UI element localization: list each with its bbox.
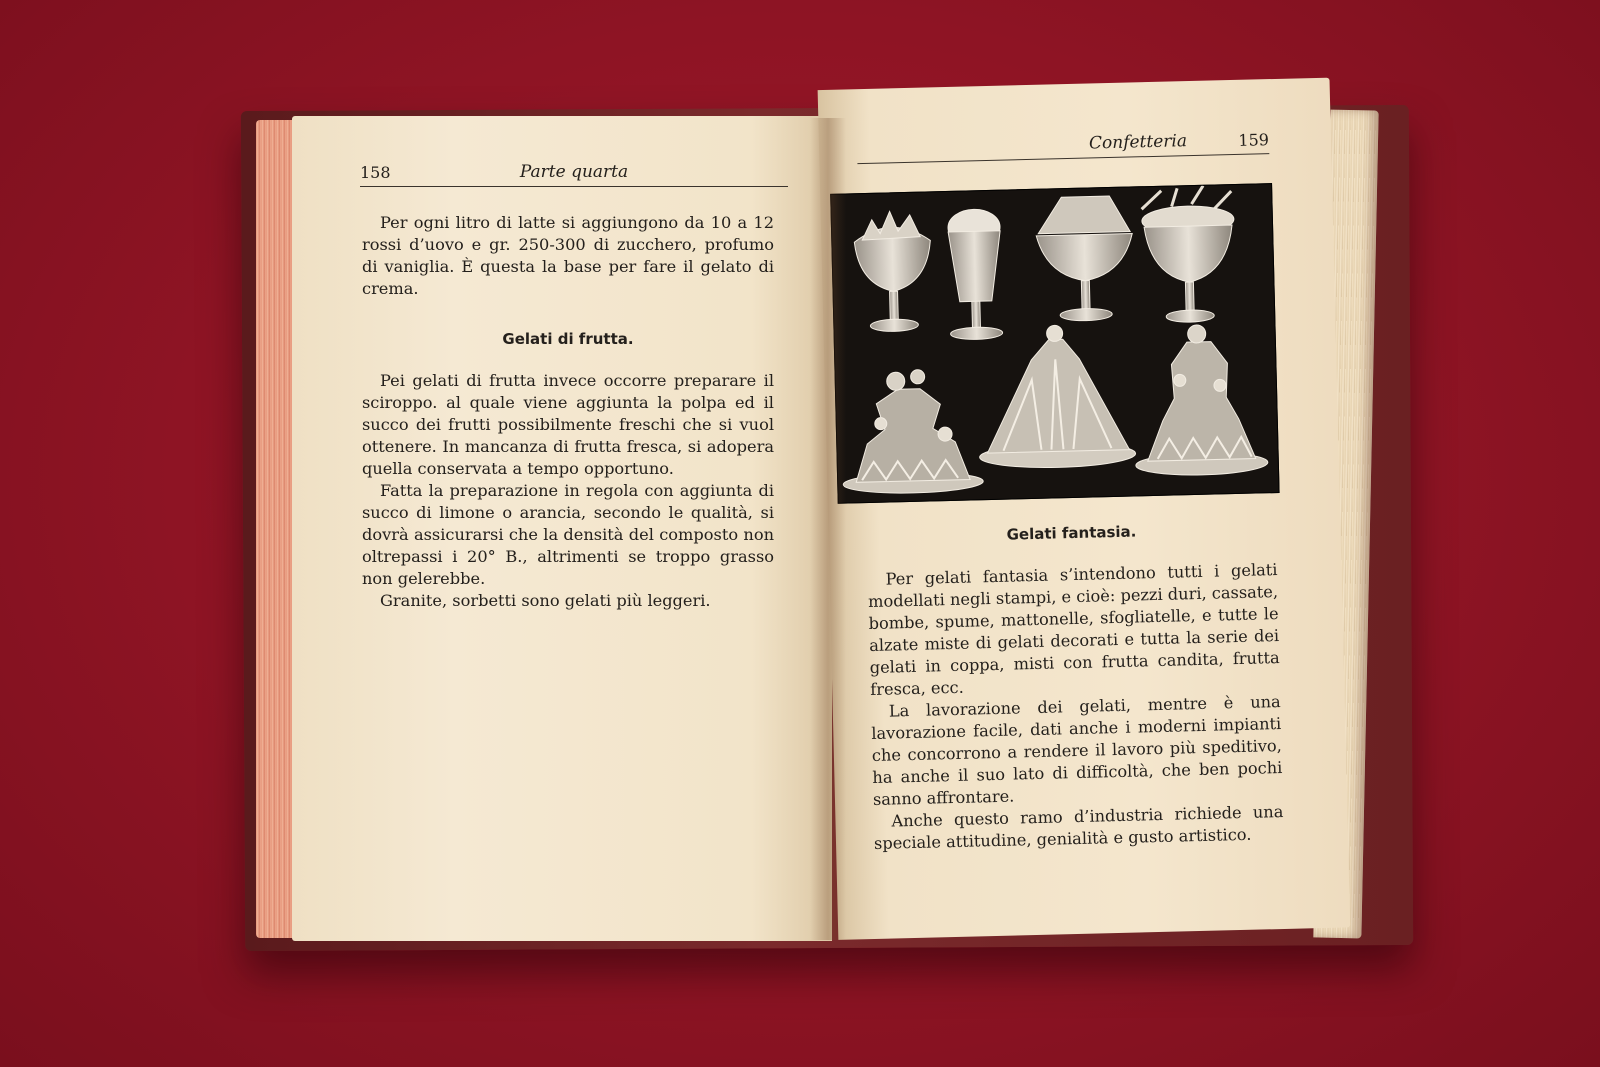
paragraph: Per ogni litro di latte si aggiungono da 10 a 12 rossi d’uovo e gr. 250-300 di zucchero, profumo di vaniglia. È questa la base per fare il gelato di crema. <box>362 213 774 298</box>
book-gutter <box>810 118 846 940</box>
coupe-3 <box>1035 195 1134 321</box>
bombe-1 <box>841 368 984 494</box>
paragraph: Anche questo ramo d’industria richiede una speciale attitudine, genialità e gusto artistico. <box>873 801 1284 853</box>
page-number-left: 158 <box>360 163 391 182</box>
section-heading-left: Gelati di frutta. <box>502 330 634 348</box>
running-head-right <box>857 127 1270 164</box>
paragraph: Fatta la preparazione in regola con aggiunta di succo di limone o arancia, secondo le qualità, si dovrà assicurarsi che la densità del composto non oltrepassi i 20° B., altrimenti se troppo grasso non gelerebbe. <box>362 481 774 588</box>
coupe-1 <box>854 210 933 332</box>
right-page <box>818 78 1351 940</box>
bombe-3 <box>1132 323 1268 476</box>
left-page <box>292 116 832 941</box>
ice-cream-illustration-plate <box>830 183 1279 504</box>
paragraph: Per gelati fantasia s’intendono tutti i gelati modellati negli stampi, e cioè: pezzi duri, cassate, bombe, spume, mattonelle, sfogliatelle, e tutte le alzate miste di gelati decorati e tutta la serie dei gelati in coppa, misti con frutta candita, frutta fresca, ecc. <box>867 560 1280 700</box>
section-body-right <box>867 559 1284 855</box>
coupe-4 <box>1141 185 1236 323</box>
paragraph: Pei gelati di frutta invece occorre preparare il sciroppo. al quale viene aggiunta la polpa ed il succo dei frutti possibilmente freschi che si vuol ottenere. In mancanza di frutta fresca, si adopera quella conservata a tempo opportuno. <box>362 371 774 478</box>
section-heading-right: Gelati fantasia. <box>1006 522 1137 544</box>
intro-paragraph <box>362 212 774 300</box>
paragraph: Granite, sorbetti sono gelati più leggeri. <box>380 591 711 610</box>
running-title-left: Parte quarta <box>519 162 629 182</box>
paragraph: La lavorazione dei gelati, mentre è una lavorazione facile, dati anche i moderni impianti che concorrono a rendere il lavoro più speditivo, ha anche il suo lato di difficoltà, che ben pochi sanno affrontare. <box>871 691 1283 809</box>
ice-cream-illustration <box>831 184 1278 503</box>
running-head-left <box>360 160 788 187</box>
running-title-right: Confetteria <box>1088 131 1188 154</box>
coupe-2 <box>948 209 1003 340</box>
section-body-left <box>362 370 774 612</box>
page-number-right: 159 <box>1238 130 1270 150</box>
bombe-2 <box>976 324 1135 470</box>
